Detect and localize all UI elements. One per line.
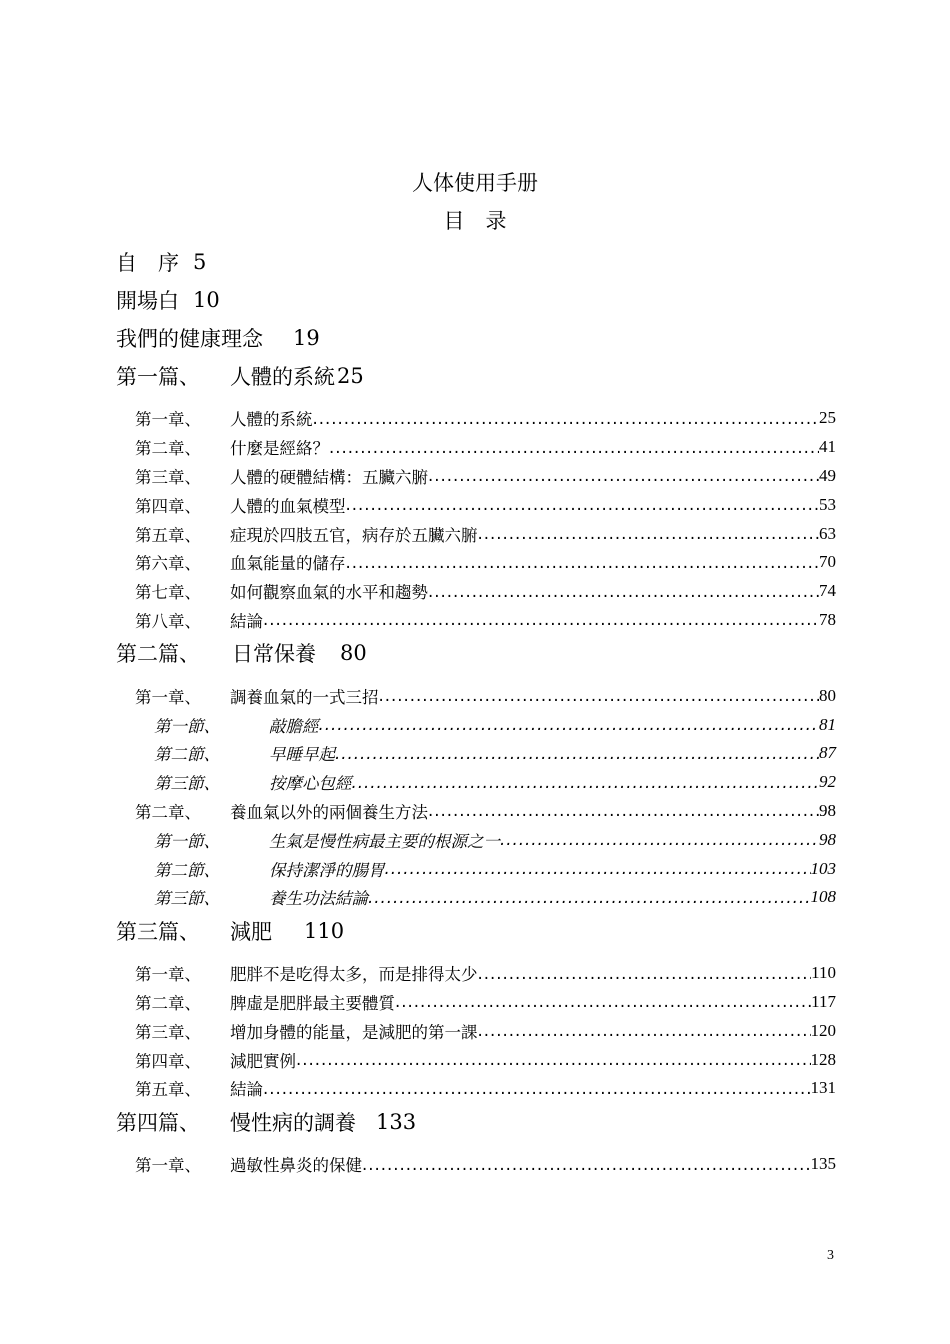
section-title: 敲膽經: [269, 716, 319, 736]
toc-chapter[interactable]: [116, 1045, 836, 1074]
section-number: 第一節、: [154, 831, 220, 851]
dot-leader: [346, 495, 820, 514]
toc-chapter[interactable]: [116, 519, 836, 548]
chapter-page: 128: [810, 1049, 836, 1069]
chapter-number: 第八章、: [135, 611, 201, 631]
chapter-page: 41: [819, 437, 836, 457]
section-title: 生氣是慢性病最主要的根源之一: [269, 831, 500, 851]
chapter-page: 25: [819, 408, 836, 428]
section-page: 103: [810, 858, 836, 878]
chapter-title: 減肥實例: [230, 1051, 296, 1071]
part-number: 第三篇、: [116, 919, 200, 944]
section-title: 養生功法結論: [269, 889, 368, 909]
dot-leader: [478, 964, 812, 983]
dot-leader: [296, 1050, 811, 1069]
toc-chapter[interactable]: [116, 988, 836, 1017]
dot-leader: [478, 524, 820, 543]
toc-section[interactable]: [116, 739, 836, 768]
dot-leader: [263, 610, 819, 629]
chapter-title: 症現於四肢五官，病存於五臟六腑: [230, 525, 478, 545]
toc-part-heading[interactable]: [116, 1103, 836, 1141]
toc-chapter[interactable]: [116, 548, 836, 577]
dot-leader: [500, 830, 819, 849]
section-number: 第三節、: [154, 774, 220, 794]
chapter-title: 人體的血氣模型: [230, 496, 346, 516]
toc-section[interactable]: [116, 710, 836, 739]
part-page: 25: [337, 364, 364, 388]
toc-chapter[interactable]: [116, 797, 836, 826]
chapter-page: 63: [819, 523, 836, 543]
dot-leader: [428, 466, 819, 485]
chapter-number: 第一章、: [135, 687, 201, 707]
dot-leader: [319, 715, 820, 734]
chapter-title: 肥胖不是吃得太多，而是排得太少: [230, 965, 478, 985]
chapter-number: 第一章、: [135, 965, 201, 985]
section-number: 第二節、: [154, 745, 220, 765]
chapter-number: 第三章、: [135, 1022, 201, 1042]
chapter-title: 結論: [230, 1080, 263, 1100]
part-title: 人體的系統: [230, 365, 335, 389]
part-title: 慢性病的調養: [230, 1110, 356, 1135]
part-number: 第四篇、: [116, 1110, 200, 1135]
chapter-page: 131: [810, 1078, 836, 1098]
entry-page: 19: [293, 326, 320, 350]
chapter-page: 78: [819, 609, 836, 629]
chapter-number: 第一章、: [135, 410, 201, 430]
section-page: 87: [819, 743, 836, 763]
chapter-number: 第五章、: [135, 1080, 201, 1100]
dot-leader: [352, 773, 820, 792]
chapter-number: 第二章、: [135, 439, 201, 459]
part-title: 減肥: [230, 919, 272, 944]
toc-chapter[interactable]: [116, 577, 836, 606]
entry-title: 開場白: [116, 289, 179, 313]
part-page: 110: [304, 918, 345, 943]
table-of-contents: [116, 243, 836, 1179]
chapter-number: 第六章、: [135, 554, 201, 574]
dot-leader: [428, 582, 819, 601]
chapter-number: 第一章、: [135, 1156, 201, 1176]
toc-chapter[interactable]: [116, 1150, 836, 1179]
chapter-title: 調養血氣的一式三招: [230, 687, 379, 707]
chapter-title: 過敏性鼻炎的保健: [230, 1156, 362, 1176]
entry-title: 自 序: [116, 251, 179, 275]
dot-leader: [368, 888, 811, 907]
chapter-title: 增加身體的能量，是減肥的第一課: [230, 1022, 478, 1042]
chapter-title: 養血氣以外的兩個養生方法: [230, 802, 428, 822]
dot-leader: [478, 1021, 811, 1040]
chapter-title: 如何觀察血氣的水平和趨勢: [230, 583, 428, 603]
section-page: 92: [819, 772, 836, 792]
chapter-number: 第五章、: [135, 525, 201, 545]
toc-section[interactable]: [116, 825, 836, 854]
book-title: 人体使用手册: [412, 171, 538, 195]
entry-page: 5: [193, 250, 207, 274]
chapter-number: 第七章、: [135, 583, 201, 603]
section-number: 第三節、: [154, 889, 220, 909]
dot-leader: [428, 801, 819, 820]
section-number: 第一節、: [154, 716, 220, 736]
dot-leader: [362, 1155, 811, 1174]
toc-heading: 目 录: [443, 209, 507, 233]
chapter-page: 98: [819, 800, 836, 820]
chapter-page: 135: [810, 1154, 836, 1174]
toc-chapter[interactable]: [116, 1074, 836, 1103]
chapter-title: 人體的系統: [230, 410, 313, 430]
toc-section[interactable]: [116, 883, 836, 912]
chapter-page: 80: [819, 685, 836, 705]
chapter-title: 結論: [230, 611, 263, 631]
toc-chapter[interactable]: [116, 490, 836, 519]
chapter-title: 人體的硬體結構：五臟六腑: [230, 467, 428, 487]
dot-leader: [329, 438, 819, 457]
page-number: 3: [827, 1248, 834, 1263]
chapter-number: 第四章、: [135, 1051, 201, 1071]
toc-chapter[interactable]: [116, 959, 836, 988]
part-page: 80: [340, 641, 367, 666]
chapter-title: 什麼是經絡？: [230, 439, 329, 459]
chapter-page: 49: [819, 465, 836, 485]
part-number: 第二篇、: [116, 642, 200, 667]
chapter-number: 第二章、: [135, 802, 201, 822]
entry-page: 10: [193, 288, 220, 312]
toc-chapter[interactable]: [116, 462, 836, 491]
part-number: 第一篇、: [116, 365, 200, 389]
toc-top-entry[interactable]: [116, 243, 836, 281]
toc-chapter[interactable]: [116, 433, 836, 462]
toc-top-entry[interactable]: [116, 281, 836, 319]
toc-chapter[interactable]: [116, 404, 836, 433]
section-page: 108: [810, 887, 836, 907]
toc-part-heading[interactable]: [116, 357, 836, 395]
part-title: 日常保養: [232, 642, 316, 667]
section-page: 98: [819, 829, 836, 849]
section-title: 早睡早起: [269, 745, 335, 765]
entry-title: 我們的健康理念: [116, 327, 263, 351]
chapter-title: 血氣能量的儲存: [230, 554, 346, 574]
chapter-page: 110: [811, 963, 836, 983]
toc-top-entry[interactable]: [116, 319, 836, 357]
toc-chapter[interactable]: [116, 681, 836, 710]
dot-leader: [346, 553, 820, 572]
dot-leader: [335, 744, 819, 763]
toc-section[interactable]: [116, 854, 836, 883]
section-title: 保持潔淨的腸胃: [269, 860, 385, 880]
chapter-page: 70: [819, 552, 836, 572]
chapter-page: 117: [811, 991, 836, 1011]
toc-chapter[interactable]: [116, 1016, 836, 1045]
chapter-page: 53: [819, 494, 836, 514]
section-title: 按摩心包經: [269, 774, 352, 794]
dot-leader: [379, 686, 820, 705]
chapter-number: 第三章、: [135, 467, 201, 487]
chapter-page: 120: [810, 1020, 836, 1040]
toc-part-heading[interactable]: [116, 912, 836, 950]
toc-chapter[interactable]: [116, 606, 836, 635]
chapter-title: 脾虛是肥胖最主要體質: [230, 993, 395, 1013]
dot-leader: [395, 992, 811, 1011]
chapter-number: 第四章、: [135, 496, 201, 516]
toc-section[interactable]: [116, 768, 836, 797]
part-page: 133: [376, 1109, 417, 1134]
dot-leader: [385, 859, 811, 878]
toc-part-heading[interactable]: [116, 634, 836, 672]
chapter-page: 74: [819, 581, 836, 601]
dot-leader: [263, 1079, 811, 1098]
section-page: 81: [819, 714, 836, 734]
section-number: 第二節、: [154, 860, 220, 880]
chapter-number: 第二章、: [135, 993, 201, 1013]
dot-leader: [313, 409, 820, 428]
